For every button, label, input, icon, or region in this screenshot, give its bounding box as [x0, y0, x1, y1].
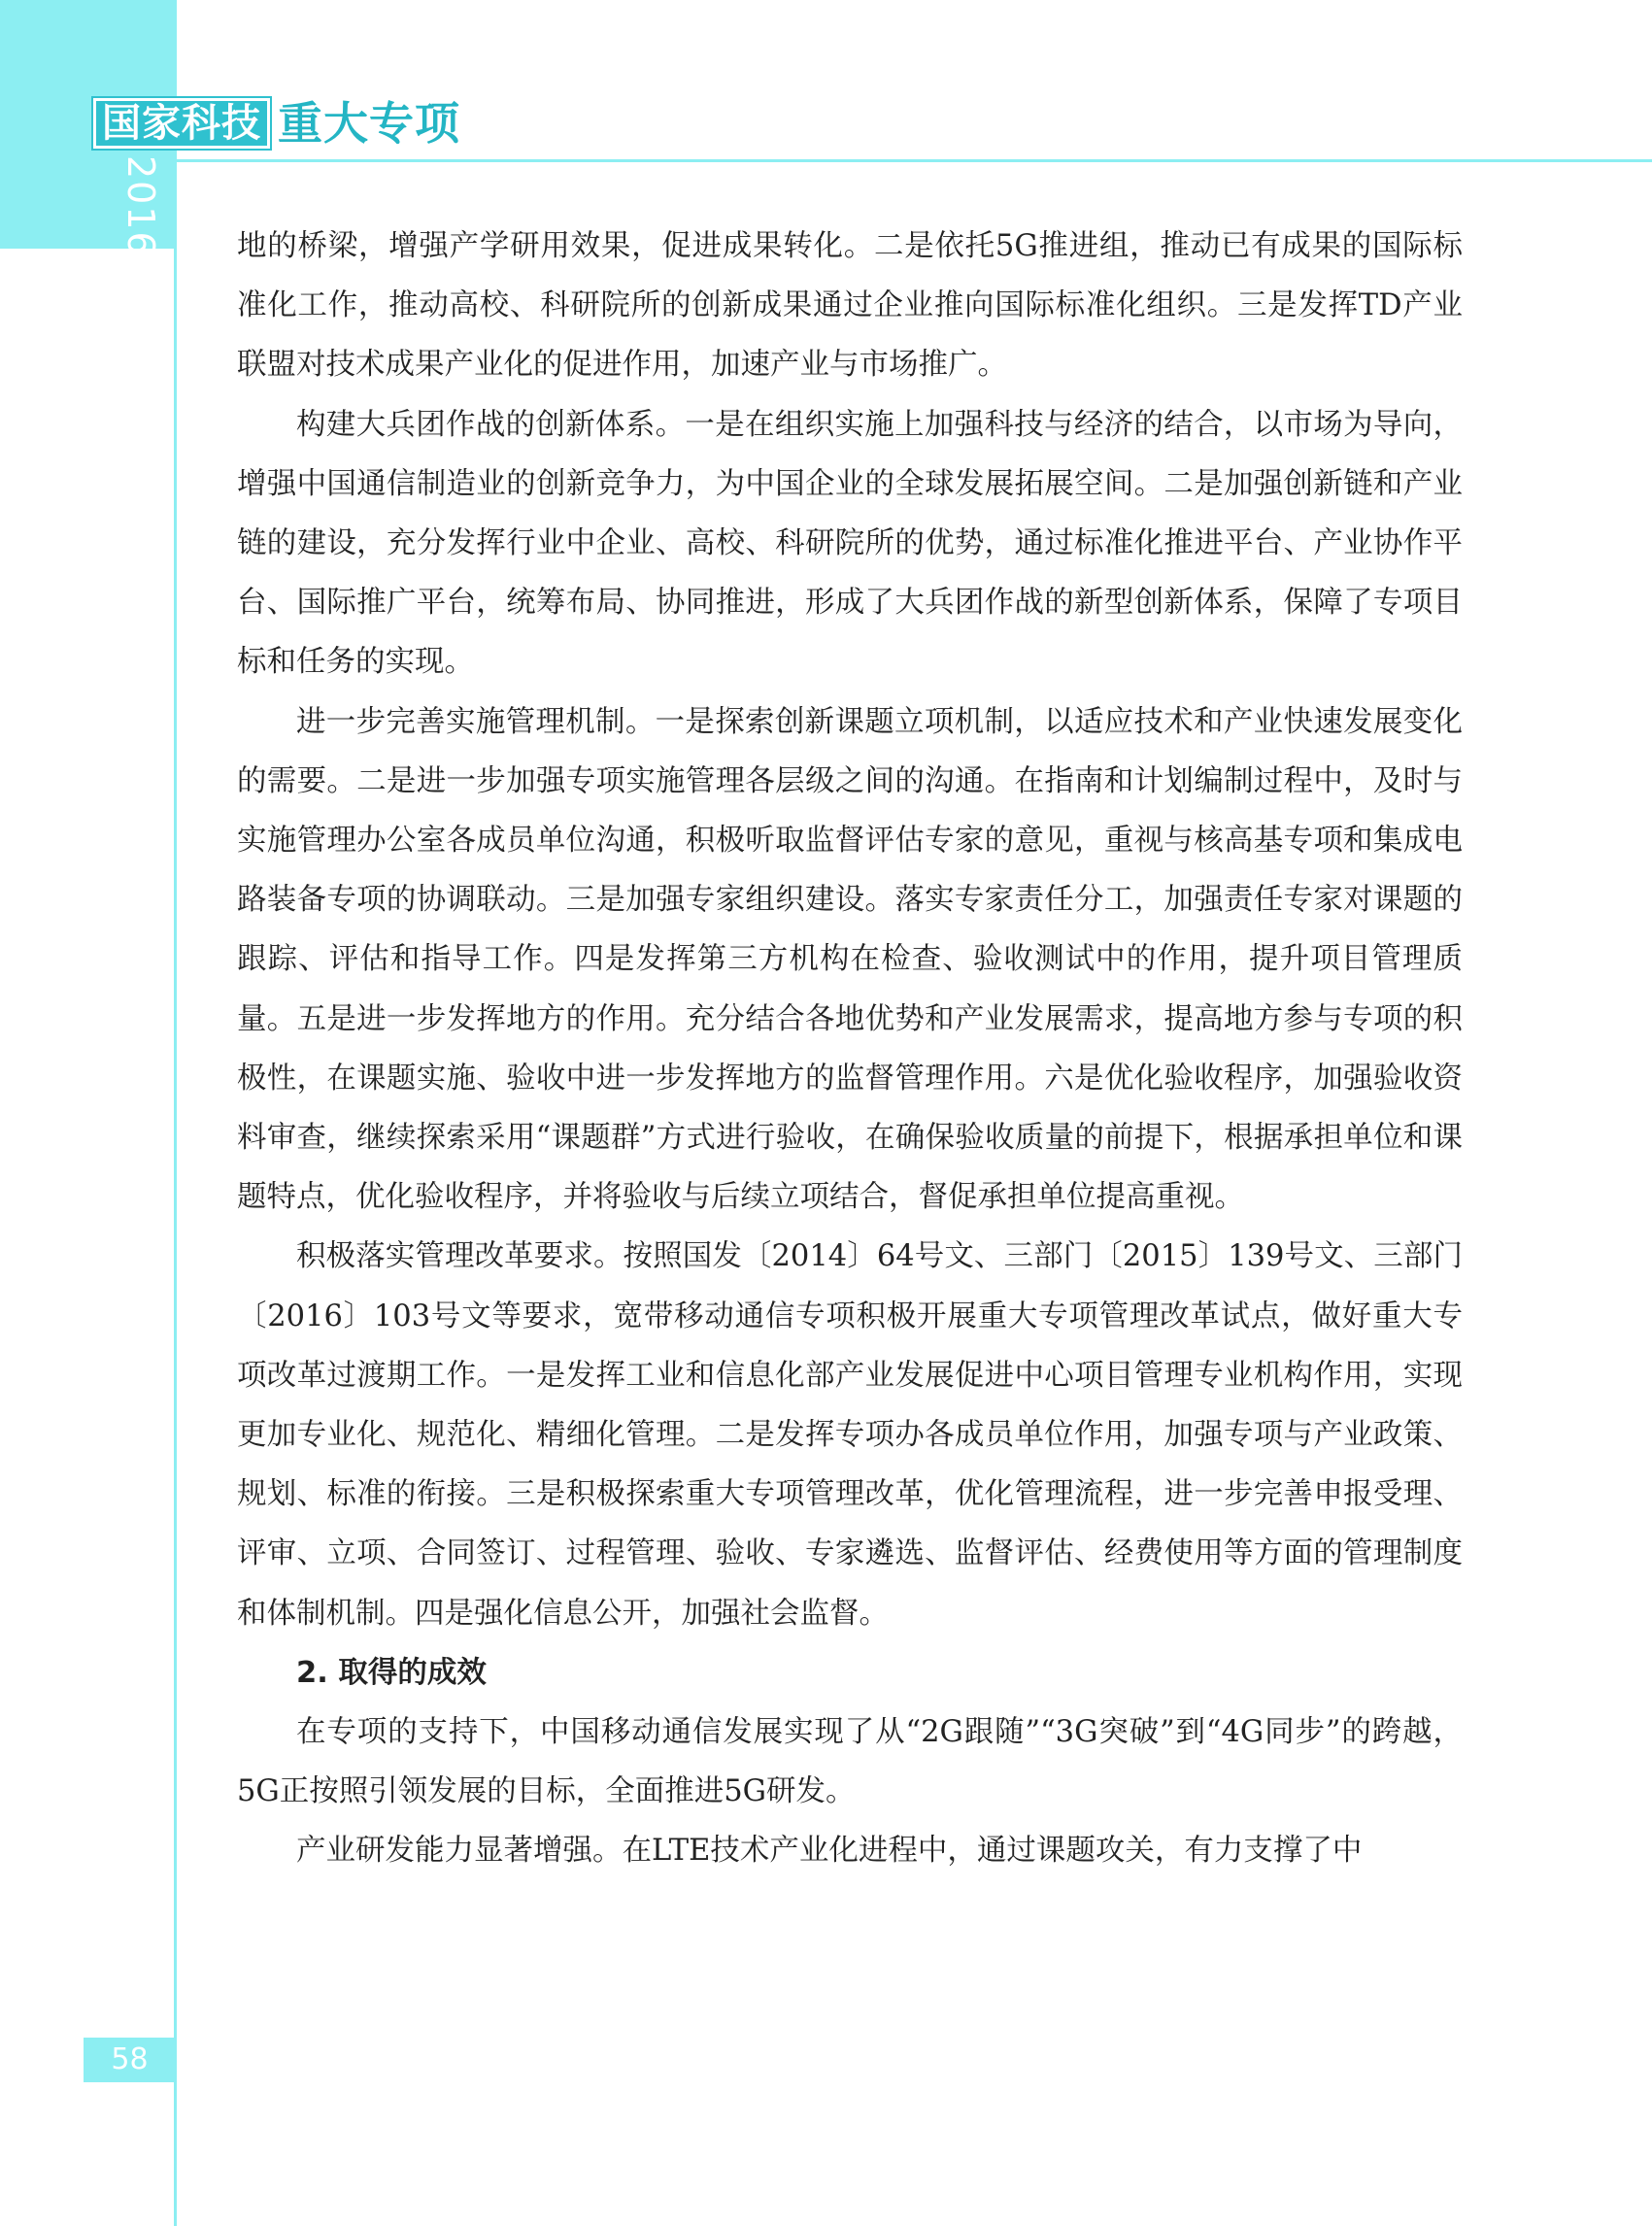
- header-title-boxed: 国家科技: [93, 98, 270, 149]
- body-text: [237, 217, 1463, 1881]
- side-report: 年度报告: [119, 256, 162, 413]
- page-number: 58: [84, 2038, 176, 2082]
- paragraph-1: 地的桥梁，增强产学研用效果，促进成果转化。二是依托5G推进组，推动已有成果的国际标准化工作，推动高校、科研院所的创新成果通过企业推向国际标准化组织。三是发挥TD产业联盟对技术成果产业化的促进作用，加速产业与市场推广。: [237, 229, 1463, 383]
- paragraph-2: 构建大兵团作战的创新体系。一是在组织实施上加强科技与经济的结合，以市场为导向，增强中国通信制造业的创新竞争力，为中国企业的全球发展拓展空间。二是加强创新链和产业链的建设，充分发挥行业中企业、高校、科研院所的优势，通过标准化推进平台、产业协作平台、国际推广平台，统筹布局、协同推进，形成了大兵团作战的新型创新体系，保障了专项目标和任务的实现。: [237, 407, 1463, 680]
- side-year: 2016: [119, 155, 162, 257]
- sidebar-rule: [174, 0, 177, 2226]
- paragraph-6: 产业研发能力显著增强。在LTE技术产业化进程中，通过课题攻关，有力支撑了中: [296, 1834, 1363, 1869]
- section-heading: 2. 取得的成效: [296, 1655, 487, 1690]
- paragraph-3: 进一步完善实施管理机制。一是探索创新课题立项机制，以适应技术和产业快速发展变化的需要。二是进一步加强专项实施管理各层级之间的沟通。在指南和计划编制过程中，及时与实施管理办公室各成员单位沟通，积极听取监督评估专家的意见，重视与核高基专项和集成电路装备专项的协调联动。三是加强专家组织建设。落实专家责任分工，加强责任专家对课题的跟踪、评估和指导工作。四是发挥第三方机构在检查、验收测试中的作用，提升项目管理质量。五是进一步发挥地方的作用。充分结合各地优势和产业发展需求，提高地方参与专项的积极性，在课题实施、验收中进一步发挥地方的监督管理作用。六是优化验收程序，加强验收资料审查，继续探索采用“课题群”方式进行验收，在确保验收质量的前提下，根据承担单位和课题特点，优化验收程序，并将验收与后续立项结合，督促承担单位提高重视。: [237, 704, 1463, 1215]
- paragraph-5: 在专项的支持下，中国移动通信发展实现了从“2G跟随”“3G突破”到“4G同步”的跨越，5G正按照引领发展的目标，全面推进5G研发。: [237, 1715, 1463, 1809]
- header-rule: [0, 159, 1652, 162]
- paragraph-4: 积极落实管理改革要求。按照国发〔2014〕64号文、三部门〔2015〕139号文、三部门〔2016〕103号文等要求，宽带移动通信专项积极开展重大专项管理改革试点，做好重大专项改革过渡期工作。一是发挥工业和信息化部产业发展促进中心项目管理专业机构作用，实现更加专业化、规范化、精细化管理。二是发挥专项办各成员单位作用，加强专项与产业政策、规划、标准的衔接。三是积极探索重大专项管理改革，优化管理流程，进一步完善申报受理、评审、立项、合同签订、过程管理、验收、专家遴选、监督评估、经费使用等方面的管理制度和体制机制。四是强化信息公开，加强社会监督。: [237, 1239, 1463, 1631]
- header-title-main: 重大专项: [278, 97, 460, 150]
- header-title: [93, 98, 460, 149]
- side-report-label: [118, 155, 163, 413]
